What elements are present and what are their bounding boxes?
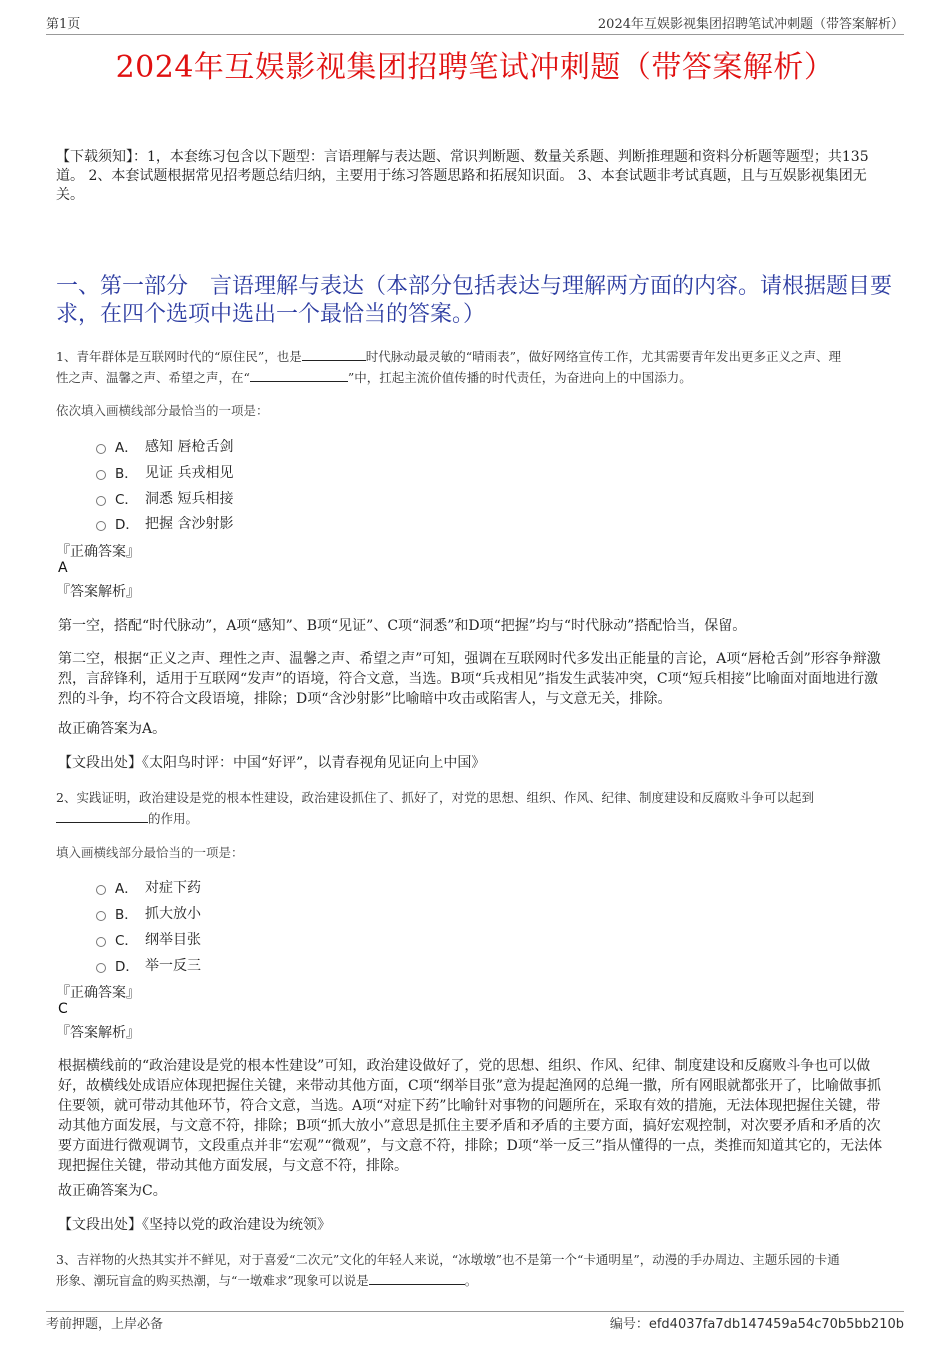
option-text: 对症下药 — [145, 880, 201, 896]
question-1-analysis-1: 第一空，搭配“时代脉动”，A项“感知”、B项“见证”、C项“洞悉”和D项“把握”均与“时代脉动”搭配恰当，保留。 — [58, 618, 747, 634]
option-letter: A． — [115, 881, 138, 897]
question-3-text-b: 形象、潮玩盲盒的购买热潮，与“一墩难求”现象可以说是 — [56, 1273, 369, 1288]
question-2-conclusion: 故正确答案为C。 — [58, 1183, 167, 1199]
question-1-text-c: 性之声、温馨之声、希望之声，在“ — [56, 370, 250, 385]
radio-icon[interactable] — [96, 496, 106, 506]
question-1-source: 【文段出处】《太阳鸟时评：中国“好评”，以青春视角见证向上中国》 — [58, 755, 486, 771]
question-2-prompt: 填入画横线部分最恰当的一项是： — [56, 845, 244, 860]
question-2-option-b[interactable] — [96, 903, 201, 923]
question-1-analysis-2: 第二空，根据“正义之声、理性之声、温馨之声、希望之声”可知，强调在互联网时代多发出正能量的言论，A项“唇枪舌剑”形容争辩激烈，言辞锋利，适用于互联网“发声”的语境，符合文意，当选。B项“兵戎相见”指发生武装冲突，C项“短兵相接”比喻面对面地进行激烈的斗争，均不符合文段语境，排除；D项“含沙射影”比喻暗中攻击或陷害人，与文意无关，排除。 — [58, 651, 881, 707]
option-text: 洞悉 短兵相接 — [145, 491, 234, 507]
option-text: 把握 含沙射影 — [145, 516, 234, 532]
question-1 — [56, 346, 894, 388]
page-footer — [46, 1311, 904, 1332]
question-2-analysis-label: 『答案解析』 — [56, 1025, 140, 1041]
question-1-option-b[interactable] — [96, 462, 233, 482]
footer-code-label: 编号： — [609, 1317, 649, 1332]
footer-slogan: 考前押题，上岸必备 — [46, 1317, 164, 1332]
radio-icon[interactable] — [96, 521, 106, 531]
question-2-correct-label: 『正确答案』 — [56, 985, 140, 1001]
question-2-option-c[interactable] — [96, 929, 201, 949]
document-title: 2024年互娱影视集团招聘笔试冲刺题（带答案解析） — [115, 50, 835, 85]
question-2 — [56, 788, 894, 829]
page-number: 第1页 — [46, 17, 81, 32]
option-letter: A． — [115, 440, 138, 456]
page-header — [46, 14, 904, 35]
section-heading: 一、第一部分 言语理解与表达（本部分包括表达与理解两方面的内容。请根据题目要求，在四个选项中选出一个最恰当的答案。） — [56, 274, 893, 327]
question-1-option-a[interactable] — [96, 436, 233, 456]
question-2-blank — [56, 808, 148, 823]
question-1-text-a: 1、青年群体是互联网时代的“原住民”，也是 — [56, 349, 302, 364]
question-2-option-d[interactable] — [96, 955, 201, 975]
footer-code-value: efd4037fa7db147459a54c70b5bb210b — [648, 1317, 904, 1332]
radio-icon[interactable] — [96, 911, 106, 921]
question-1-correct-label: 『正确答案』 — [56, 544, 140, 560]
radio-icon[interactable] — [96, 937, 106, 947]
question-1-text-d: ”中，扛起主流价值传播的时代责任，为奋进向上的中国添力。 — [347, 370, 692, 385]
question-2-answer: C — [58, 1001, 68, 1017]
option-letter: B． — [115, 907, 138, 923]
question-2-analysis-1: 根据横线前的“政治建设是党的根本性建设”可知，政治建设做好了，党的思想、组织、作风、纪律、制度建设和反腐败斗争也可以做好，故横线处成语应体现把握住关键，来带动其他方面，C项“纲举目张”意为提起渔网的总绳一撒，所有网眼就都张开了，比喻做事抓住要领，就可带动其他环节，符合文意，当选。A项“对症下药”比喻针对事物的问题所在，采取有效的措施，无法体现把握住关键，带动其他方面发展，与文意不符，排除；B项“抓大放小”意思是抓住主要矛盾和矛盾的主要方面，搞好宏观控制，对次要矛盾和矛盾的次要方面进行微观调节，文段重点并非“宏观”“微观”，与文意不符，排除；D项“举一反三”指从懂得的一点，类推而知道其它的，无法体现把握住关键，带动其他方面发展，与文意不符，排除。 — [58, 1058, 883, 1174]
option-letter: D． — [115, 517, 139, 533]
question-3-blank — [369, 1270, 465, 1285]
question-1-blank-2 — [250, 367, 348, 382]
option-text: 抓大放小 — [145, 906, 201, 922]
question-3-text-a: 3、吉祥物的火热其实并不鲜见，对于喜爱“二次元”文化的年轻人来说，“冰墩墩”也不是第一个“卡通明星”，动漫的手办周边、主题乐园的卡通 — [56, 1252, 840, 1267]
radio-icon[interactable] — [96, 963, 106, 973]
option-text: 纲举目张 — [145, 932, 201, 948]
question-3 — [56, 1250, 894, 1291]
question-1-analysis-label: 『答案解析』 — [56, 584, 140, 600]
option-text: 见证 兵戎相见 — [145, 465, 234, 481]
question-1-prompt: 依次填入画横线部分最恰当的一项是： — [56, 403, 269, 418]
question-2-text-b: 的作用。 — [148, 811, 199, 826]
option-letter: B． — [115, 466, 138, 482]
radio-icon[interactable] — [96, 444, 106, 454]
question-1-conclusion: 故正确答案为A。 — [58, 721, 167, 737]
header-doc-title: 2024年互娱影视集团招聘笔试冲刺题（带答案解析） — [597, 17, 904, 32]
question-1-text-b: 时代脉动最灵敏的“晴雨表”，做好网络宣传工作，尤其需要青年发出更多正义之声、理 — [365, 349, 842, 364]
option-letter: D． — [115, 959, 139, 975]
question-2-option-a[interactable] — [96, 877, 201, 897]
question-2-text-a: 2、实践证明，政治建设是党的根本性建设，政治建设抓住了、抓好了，对党的思想、组织、作风、纪律、制度建设和反腐败斗争可以起到 — [56, 790, 814, 805]
radio-icon[interactable] — [96, 885, 106, 895]
radio-icon[interactable] — [96, 470, 106, 480]
option-text: 举一反三 — [145, 958, 201, 974]
option-letter: C． — [115, 492, 138, 508]
option-letter: C． — [115, 933, 138, 949]
question-3-text-c: 。 — [464, 1273, 478, 1288]
question-1-option-c[interactable] — [96, 488, 233, 508]
question-1-answer: A — [58, 560, 68, 576]
question-1-blank-1 — [302, 346, 366, 361]
download-notice: 【下载须知】：1，本套练习包含以下题型：言语理解与表达题、常识判断题、数量关系题、判断推理题和资料分析题等题型；共135道。 2、本套试题根据常见招考题总结归纳，主要用于练习答题思路和拓展知识面。 3、本套试题非考试真题，且与互娱影视集团无关。 — [56, 149, 869, 203]
question-1-option-d[interactable] — [96, 513, 233, 533]
option-text: 感知 唇枪舌剑 — [145, 439, 234, 455]
question-2-source: 【文段出处】《坚持以党的政治建设为统领》 — [58, 1217, 331, 1233]
footer-code — [610, 1313, 904, 1332]
